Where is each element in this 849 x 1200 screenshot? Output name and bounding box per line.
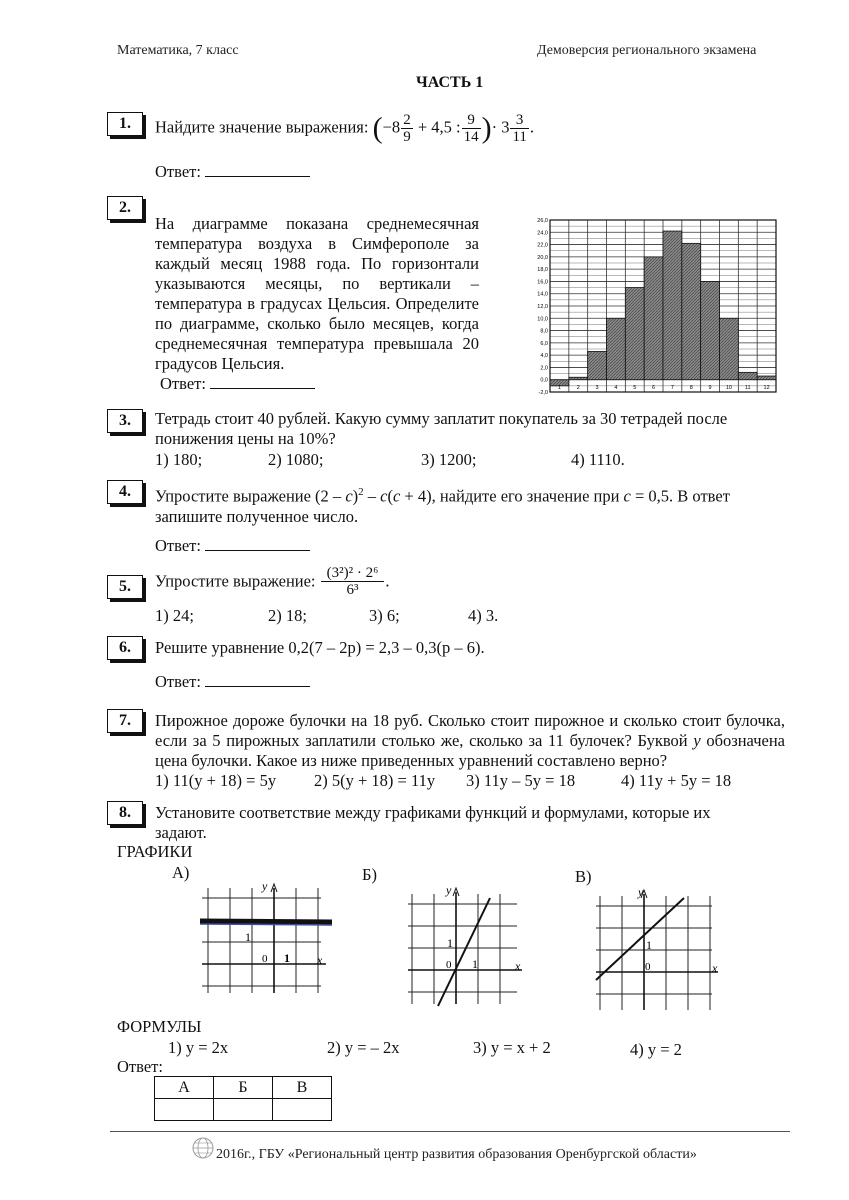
temperature-chart xyxy=(526,214,781,399)
chart-bar xyxy=(644,257,663,380)
graph-v xyxy=(594,882,724,1014)
q3-option-1: 1) 180; xyxy=(155,450,203,469)
chart-x-tick-label: 10 xyxy=(725,385,732,392)
header-subject: Математика, 7 класс xyxy=(117,43,239,58)
question-number-5: 5. xyxy=(107,575,143,599)
answer-header-b: Б xyxy=(214,1077,273,1099)
question-number-4: 4. xyxy=(107,480,143,504)
q4-text: Упростите выражение (2 – c)$^2$ – c(c + 4), найдите его значение при c = 0,5. В ответ запишите полученное число. xyxy=(155,486,730,526)
chart-y-tick-label: 8,0 xyxy=(540,328,548,335)
question-number-7: 7. xyxy=(107,709,143,733)
graph-a xyxy=(196,878,336,998)
q5-option-2: 2) 18; xyxy=(268,606,307,625)
q5-task: Упростите выражение: $\frac{\text{(3²)² · 2⁶}}{\text{6³}}$ . xyxy=(155,565,390,598)
answer-cell-v[interactable] xyxy=(273,1099,332,1121)
chart-x-tick-label: 9 xyxy=(708,385,712,392)
q1-frac-1: $\frac{2}{9}$ xyxy=(403,112,411,145)
function-line xyxy=(200,921,332,922)
q7-text: Пирожное дороже булочки на 18 руб. Сколько стоит пирожное и сколько стоит булочка, если за 5 пирожных заплатили столько же, сколько за 11 булочек? Буквой y обозначена цена булочки. Какое из ниже приведенных уравнений составлено верно? xyxy=(155,711,785,770)
chart-y-tick-label: -2,0 xyxy=(538,390,548,396)
chart-y-tick-label: 4,0 xyxy=(540,353,548,360)
q6-answer: Ответ: xyxy=(155,672,310,692)
q8-text: Установите соответствие между графиками функций и формулами, которые их задают. xyxy=(155,803,711,842)
q5-option-3: 3) 6; xyxy=(369,606,400,625)
axis-y-label: y xyxy=(262,879,268,893)
q1-paren-open: ( xyxy=(372,111,383,145)
chart-bar xyxy=(757,376,776,380)
formula-4: 4) y = 2 xyxy=(630,1040,682,1059)
footer-text: 2016г., ГБУ «Региональный центр развития образования Оренбургской области» xyxy=(216,1147,697,1162)
chart-bar xyxy=(625,288,644,380)
q1-frac-2: $\frac{9}{14}$ xyxy=(463,112,479,145)
answer-line[interactable] xyxy=(210,374,315,389)
q5-option-4: 4) 3. xyxy=(468,606,499,625)
axis-x-label: x xyxy=(317,953,323,967)
q3-option-2: 2) 1080; xyxy=(268,450,324,469)
tick-one-y: 1 xyxy=(646,938,652,952)
answer-line[interactable] xyxy=(205,536,310,551)
formulas-label: ФОРМУЛЫ xyxy=(117,1017,202,1036)
graph-label-v: В) xyxy=(575,867,592,886)
chart-y-tick-label: 22,0 xyxy=(537,242,548,249)
chart-x-tick-label: 12 xyxy=(763,385,770,392)
question-number-8: 8. xyxy=(107,801,143,825)
chart-x-tick-label: 1 xyxy=(557,385,561,392)
chart-y-tick-label: 24,0 xyxy=(537,230,548,237)
graph-b xyxy=(402,880,532,1008)
q7-option-2: 2) 5(y + 18) = 11y xyxy=(314,771,436,790)
tick-one-x: 1 xyxy=(472,957,478,971)
question-number-2: 2. xyxy=(107,196,143,220)
q4-answer: Ответ: xyxy=(155,536,310,556)
chart-x-tick-label: 4 xyxy=(614,385,618,392)
answer-cell-a[interactable] xyxy=(155,1099,214,1121)
q2-text: На диаграмме показана среднемесячная температура воздуха в Симферополе за каждый месяц 1988 года. По горизонтали указываются месяцы, по вертикали – температура в градусах Цельсия. Определите по диаграмме, сколько было месяцев, когда среднемесячная температура превышала 20 градусов Цельсия. xyxy=(155,214,479,373)
tick-one-x: 1 xyxy=(284,951,290,965)
q1-answer: Ответ: xyxy=(155,162,310,182)
chart-bar xyxy=(720,318,739,379)
part-title: ЧАСТЬ 1 xyxy=(416,74,484,91)
footer-divider xyxy=(110,1131,790,1132)
chart-bar xyxy=(588,351,607,379)
axis-x-label: x xyxy=(712,961,718,975)
graph-label-a: А) xyxy=(172,863,190,882)
answer-line[interactable] xyxy=(205,672,310,687)
q5-fraction: $\frac{\text{(3²)² · 2⁶}}{\text{6³}}$ xyxy=(321,565,385,598)
chart-y-tick-label: 2,0 xyxy=(540,365,548,372)
chart-y-tick-label: 20,0 xyxy=(537,254,548,261)
origin-label: 0 xyxy=(262,953,268,965)
formula-1: 1) y = 2x xyxy=(168,1038,229,1057)
q3-option-3: 3) 1200; xyxy=(421,450,477,469)
chart-y-tick-label: 6,0 xyxy=(540,340,548,347)
question-number-6: 6. xyxy=(107,636,143,660)
chart-x-tick-label: 8 xyxy=(689,385,693,392)
origin-label: 0 xyxy=(446,959,452,971)
axis-y-label: y xyxy=(638,885,644,899)
question-number-3: 3. xyxy=(107,409,143,433)
tick-one-y: 1 xyxy=(245,930,251,944)
chart-y-tick-label: 16,0 xyxy=(537,279,548,286)
chart-x-tick-label: 3 xyxy=(595,385,599,392)
chart-bar xyxy=(663,231,682,380)
header-title: Демоверсия регионального экзамена xyxy=(537,43,757,58)
chart-y-tick-label: 14,0 xyxy=(537,291,548,298)
chart-x-tick-label: 11 xyxy=(744,385,751,392)
q5-text: Упростите выражение: xyxy=(155,571,316,591)
answer-header-a: А xyxy=(155,1077,214,1099)
q6-text: Решите уравнение 0,2(7 – 2p) = 2,3 – 0,3(p – 6). xyxy=(155,638,485,657)
formula-2: 2) y = – 2x xyxy=(327,1038,400,1057)
axis-y-label: y xyxy=(446,883,452,897)
axis-x-label: x xyxy=(515,959,521,973)
answer-table xyxy=(154,1076,332,1121)
chart-x-tick-label: 2 xyxy=(576,385,580,392)
chart-bar xyxy=(738,372,757,379)
q1-text: Найдите значение выражения: xyxy=(155,117,369,137)
q1-tail: · 3 xyxy=(491,117,510,137)
chart-y-tick-label: 10,0 xyxy=(537,316,548,323)
q1-task: Найдите значение выражения: (−8 $\frac{2}{9}$ + 4,5 : $\frac{9}{14}$ )· 3 $\frac{3}{11}$ . xyxy=(155,111,535,145)
q2-answer: Ответ: xyxy=(160,374,315,394)
answer-cell-b[interactable] xyxy=(214,1099,273,1121)
chart-x-tick-label: 5 xyxy=(633,385,637,392)
q8-answer-label: Ответ: xyxy=(117,1057,163,1076)
function-line xyxy=(596,898,684,980)
chart-bar xyxy=(569,377,588,379)
chart-bar xyxy=(701,281,720,379)
q7-option-4: 4) 11y + 5y = 18 xyxy=(621,771,732,790)
answer-header-v: В xyxy=(273,1077,332,1099)
q7-option-1: 1) 11(y + 18) = 5y xyxy=(155,771,277,790)
origin-label: 0 xyxy=(645,961,651,973)
globe-logo-icon xyxy=(190,1135,216,1161)
q3-option-4: 4) 1110. xyxy=(571,450,625,469)
chart-x-tick-label: 6 xyxy=(652,385,656,392)
chart-y-tick-label: 12,0 xyxy=(537,304,548,310)
q1-middle: + 4,5 : xyxy=(417,117,461,137)
chart-bar xyxy=(682,243,701,379)
tick-one-y: 1 xyxy=(447,936,453,950)
graph-label-b: Б) xyxy=(362,865,377,884)
answer-line[interactable] xyxy=(205,162,310,177)
chart-y-tick-label: 0,0 xyxy=(540,377,548,384)
q1-whole-1: −8 xyxy=(382,117,401,137)
chart-y-tick-label: 26,0 xyxy=(537,218,548,224)
formula-3: 3) y = x + 2 xyxy=(473,1038,551,1057)
question-number-1: 1. xyxy=(107,112,143,136)
graphs-label: ГРАФИКИ xyxy=(117,842,193,861)
q5-option-1: 1) 24; xyxy=(155,606,194,625)
function-line xyxy=(438,898,490,1006)
q3-text: Тетрадь стоит 40 рублей. Какую сумму заплатит покупатель за 30 тетрадей после понижения цены на 10%? xyxy=(155,409,728,448)
chart-bar xyxy=(607,318,626,379)
q7-option-3: 3) 11y – 5y = 18 xyxy=(466,771,576,790)
chart-x-tick-label: 7 xyxy=(670,385,674,392)
q1-frac-3: $\frac{3}{11}$ xyxy=(512,112,527,145)
q1-paren-close: ) xyxy=(481,111,492,145)
chart-y-tick-label: 18,0 xyxy=(537,267,548,274)
